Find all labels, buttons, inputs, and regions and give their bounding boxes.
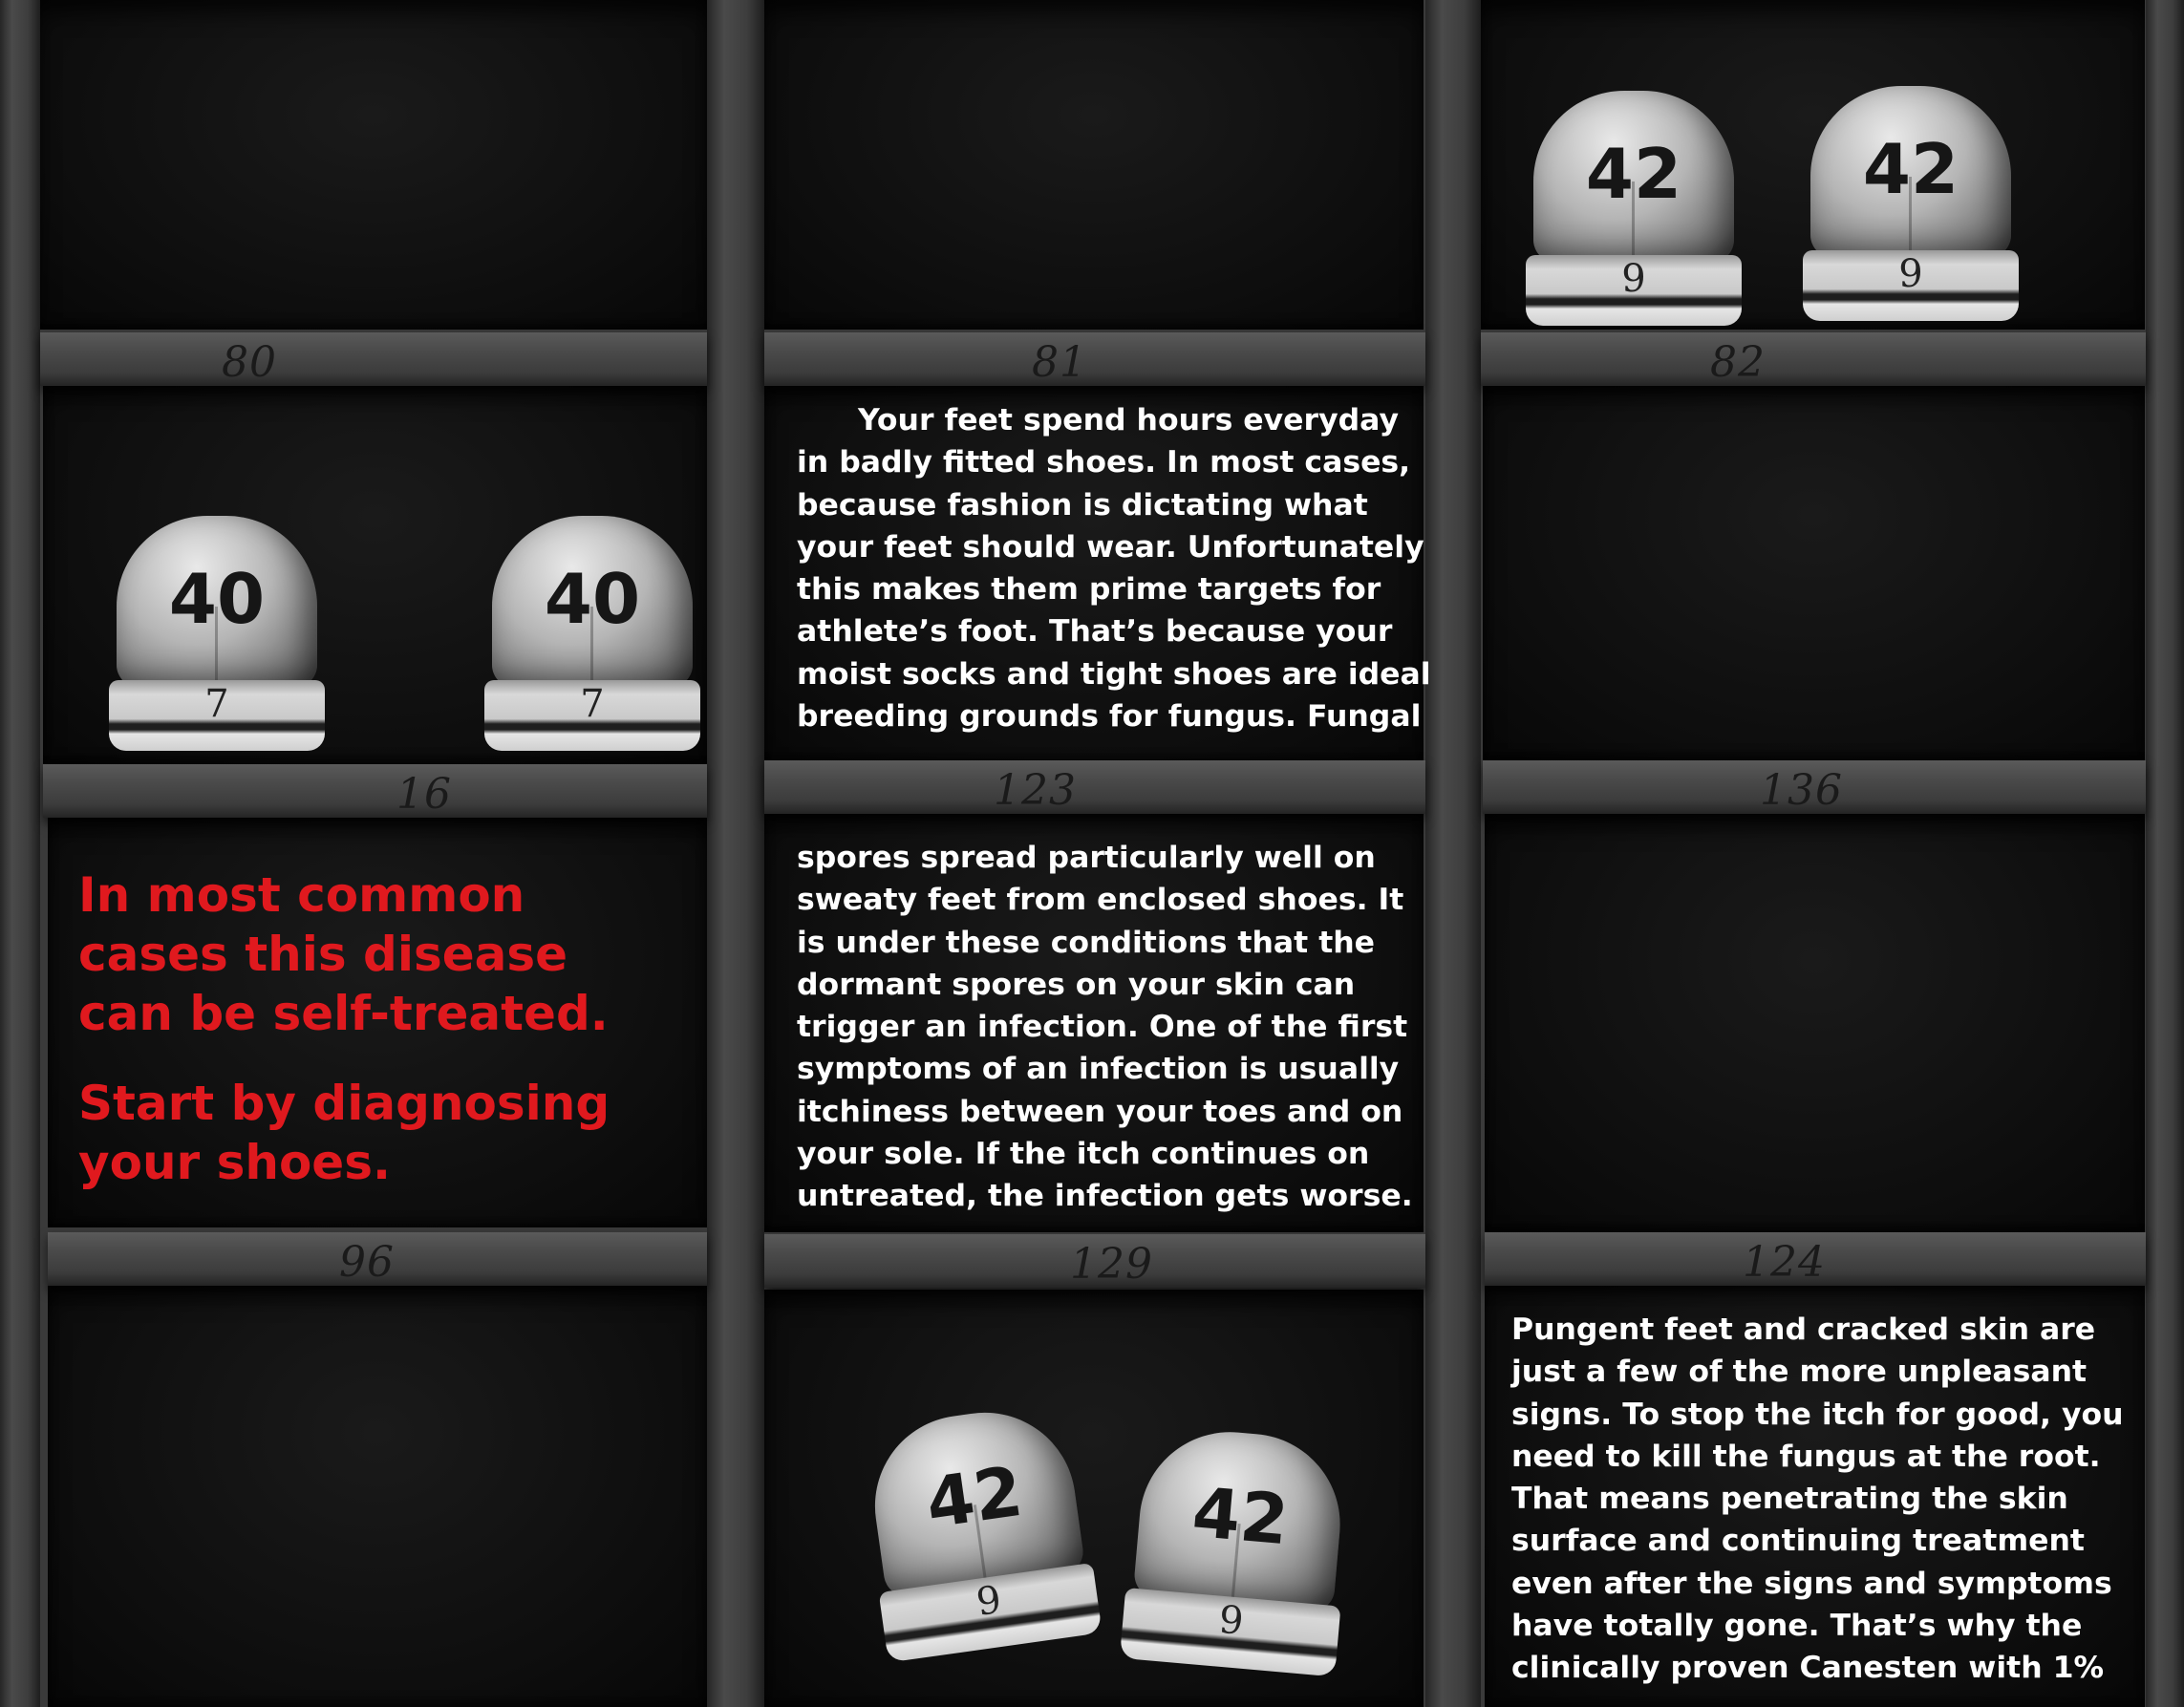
body-line: even after the signs and symptoms — [1511, 1566, 2112, 1601]
frame-post-2 — [707, 0, 764, 1707]
body-line: surface and continuing treatment — [1511, 1524, 2085, 1559]
shelf-number: 81 — [1032, 338, 1087, 387]
shelf-r1-c2 — [764, 332, 1425, 386]
shelf-number: 129 — [1070, 1240, 1153, 1289]
headline-line: In most common — [78, 867, 525, 923]
body-line: dormant spores on your skin can — [797, 967, 1356, 1002]
body-line: your sole. If the itch continues on — [797, 1137, 1370, 1172]
body-line: symptoms of an infection is usually — [797, 1052, 1400, 1087]
shelf-r3-c2 — [764, 1234, 1425, 1288]
cubby-r2-c3 — [1483, 384, 2145, 760]
frame-post-right — [2146, 0, 2184, 1707]
shelf-r1-c3 — [1481, 332, 2146, 386]
shelf-number: 96 — [339, 1238, 395, 1287]
shoe-mark: 9 — [1217, 1597, 1246, 1644]
shelf-r3-c1 — [48, 1232, 707, 1286]
headline-line: cases this disease — [78, 927, 568, 982]
headline-cta-line: Start by diagnosing — [78, 1076, 610, 1131]
shoe-mark: 9 — [1621, 257, 1646, 301]
cubby-r1-c1 — [38, 0, 707, 330]
headline-cta — [78, 1074, 610, 1192]
shelf-r2-c2 — [764, 760, 1425, 814]
body-line: because fashion is dictating what — [797, 487, 1368, 523]
shelf-number: 123 — [994, 766, 1077, 815]
headline — [78, 865, 609, 1043]
shoe-bottom-middle-right — [1127, 1424, 1348, 1679]
headline-cta-line: your shoes. — [78, 1135, 391, 1190]
shelf-number: 80 — [222, 338, 277, 387]
body-line: have totally gone. That’s why the — [1511, 1609, 2083, 1644]
cubby-r1-c2 — [764, 0, 1424, 330]
shelf-r1-c1 — [40, 332, 707, 386]
body-line: Pungent feet and cracked skin are — [1511, 1312, 2096, 1347]
body-line: need to kill the fungus at the root. — [1511, 1439, 2101, 1474]
headline-line: can be self-treated. — [78, 986, 609, 1041]
shoe-mark: 9 — [974, 1577, 1004, 1625]
shoe-size-label: 40 — [544, 559, 641, 639]
body-line: your feet should wear. Unfortunately — [797, 529, 1424, 565]
shoe-size-label: 42 — [1188, 1471, 1292, 1561]
shoe-size-label: 42 — [1585, 134, 1682, 214]
body-text-block-1 — [797, 399, 1431, 737]
body-line: clinically proven Canesten with 1% — [1511, 1651, 2105, 1686]
body-line: signs. To stop the itch for good, you — [1511, 1397, 2124, 1432]
body-line: this makes them prime targets for — [797, 572, 1381, 608]
cubby-r4-c1 — [48, 1285, 707, 1707]
shoe-size-label: 42 — [921, 1450, 1028, 1544]
shoe-top-right-right — [1810, 86, 2011, 325]
body-line: just a few of the more unpleasant — [1511, 1355, 2088, 1390]
shoe-size-label: 40 — [168, 559, 266, 639]
body-line: is under these conditions that the — [797, 925, 1376, 960]
shoe-size-label: 42 — [1862, 129, 1959, 209]
shoe-mark: 7 — [204, 682, 229, 726]
body-text-block-3 — [1511, 1309, 2124, 1690]
body-line: moist socks and tight shoes are ideal — [797, 656, 1431, 692]
body-line: trigger an infection. One of the first — [797, 1010, 1408, 1045]
cubby-r3-c3 — [1485, 814, 2145, 1232]
shoe-middle-left-right — [492, 516, 693, 755]
frame-post-left — [0, 0, 40, 1707]
shoe-mark: 9 — [1898, 252, 1923, 296]
body-line: athlete’s foot. That’s because your — [797, 614, 1393, 650]
body-line: spores spread particularly well on — [797, 841, 1376, 875]
body-line: in badly fitted shoes. In most cases, — [797, 445, 1411, 480]
shelf-number: 16 — [396, 770, 452, 819]
shelf-number: 136 — [1760, 766, 1843, 815]
body-line: That means penetrating the skin — [1511, 1482, 2068, 1517]
shoe-bottom-middle-left — [864, 1401, 1096, 1666]
shelf-r3-c3 — [1485, 1232, 2146, 1286]
frame-post-3 — [1425, 0, 1481, 1707]
body-line: Your feet spend hours everyday — [858, 403, 1399, 437]
shoe-top-right-left — [1533, 91, 1734, 330]
shoe-mark: 7 — [580, 682, 605, 726]
body-line: sweaty feet from enclosed shoes. It — [797, 883, 1404, 918]
shelf-r2-c3 — [1483, 760, 2146, 814]
shelf-number: 124 — [1743, 1238, 1826, 1287]
shelf-r2-c1 — [43, 764, 707, 818]
body-line: itchiness between your toes and on — [797, 1094, 1403, 1129]
shelf-number: 82 — [1710, 338, 1766, 387]
body-text-block-2 — [797, 837, 1413, 1218]
body-line: breeding grounds for fungus. Fungal — [797, 699, 1422, 735]
body-line: untreated, the infection gets worse. — [797, 1179, 1413, 1214]
shoe-middle-left-left — [117, 516, 317, 755]
